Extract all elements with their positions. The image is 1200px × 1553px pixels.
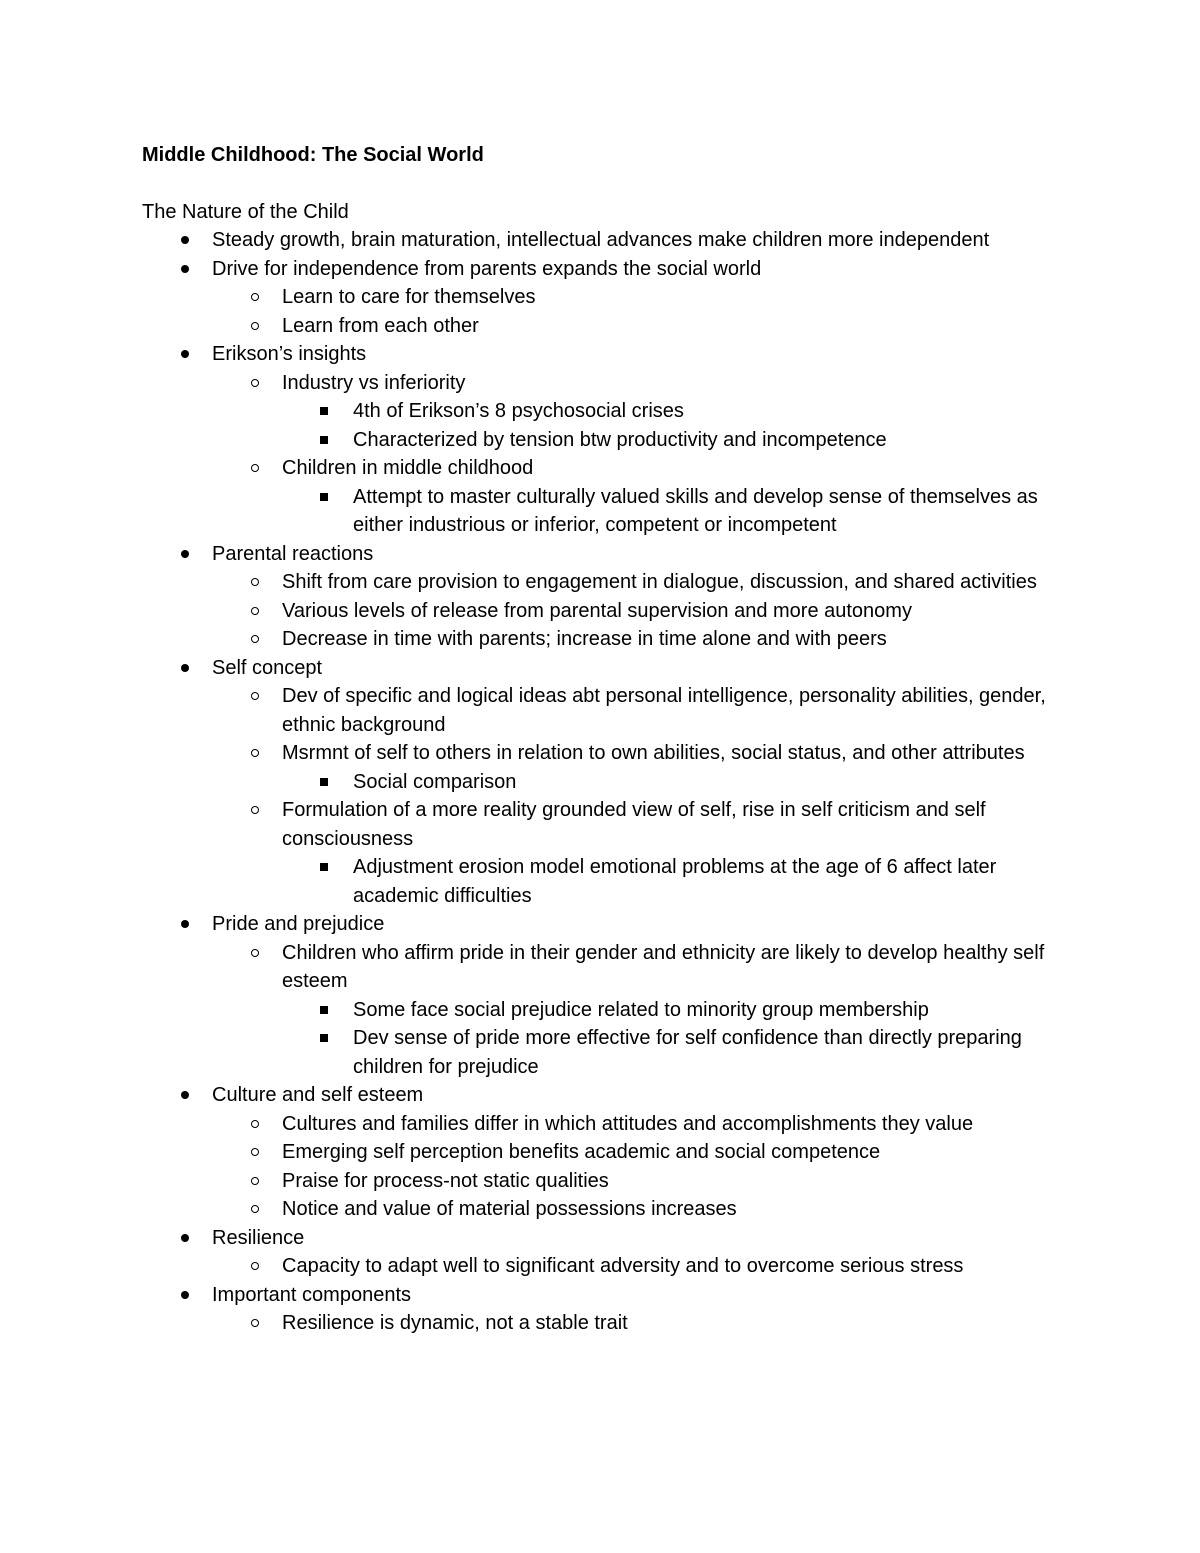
list-item-text: Formulation of a more reality grounded view of self, rise in self criticism and self consciousness: [282, 799, 986, 850]
filled-circle-bullet-icon: [181, 664, 189, 672]
list-item-text: Social comparison: [353, 770, 517, 793]
list-item-level-2: [282, 283, 1072, 312]
list-item-text: Various levels of release from parental supervision and more autonomy: [282, 599, 912, 622]
hollow-circle-bullet-icon: [251, 322, 259, 330]
list-item-text: Emerging self perception benefits academic and social competence: [282, 1141, 881, 1163]
list-item-text: Msrmnt of self to others in relation to own abilities, social status, and other attributes: [282, 742, 1025, 764]
list-item-level-3: [353, 426, 1073, 455]
section-heading: The Nature of the Child: [142, 201, 349, 223]
list-item-text: Decrease in time with parents; increase in time alone and with peers: [282, 628, 887, 650]
list-item-level-1: [212, 340, 1072, 369]
list-item-text: 4th of Erikson’s 8 psychosocial crises: [353, 400, 684, 422]
list-item-level-1: [212, 540, 1072, 569]
list-item-level-2: [282, 1167, 1072, 1196]
list-item-level-2: [282, 568, 1072, 597]
filled-square-bullet-icon: [320, 436, 328, 444]
hollow-circle-bullet-icon: [251, 379, 259, 387]
bullet-outline: [0, 226, 1200, 1338]
list-item-text: Drive for independence from parents expands the social world: [212, 257, 762, 280]
hollow-circle-bullet-icon: [251, 1120, 259, 1128]
filled-square-bullet-icon: [320, 1006, 328, 1014]
list-item-text: Steady growth, brain maturation, intellectual advances make children more independent: [212, 229, 990, 251]
filled-circle-bullet-icon: [181, 1091, 189, 1099]
list-item-level-3: [353, 483, 1073, 540]
filled-square-bullet-icon: [320, 493, 328, 501]
hollow-circle-bullet-icon: [251, 293, 259, 301]
filled-square-bullet-icon: [320, 1034, 328, 1042]
list-item-text: Capacity to adapt well to significant adversity and to overcome serious stress: [282, 1255, 964, 1277]
list-item-text: Industry vs inferiority: [282, 371, 466, 394]
list-item-level-3: [353, 1024, 1073, 1081]
list-item-level-1: [212, 654, 1072, 683]
hollow-circle-bullet-icon: [251, 749, 259, 757]
list-item-level-2: [282, 1110, 1072, 1139]
list-item-text: Praise for process-not static qualities: [282, 1169, 609, 1192]
filled-square-bullet-icon: [320, 407, 328, 415]
list-item-text: Dev of specific and logical ideas abt personal intelligence, personality abilities, gender, ethnic background: [282, 685, 1046, 736]
filled-square-bullet-icon: [320, 778, 328, 786]
list-item-level-1: [212, 1081, 1072, 1110]
list-item-level-2: [282, 1138, 1072, 1167]
filled-circle-bullet-icon: [181, 236, 189, 244]
list-item-text: Pride and prejudice: [212, 913, 385, 935]
list-item-level-2: [282, 739, 1072, 768]
list-item-text: Shift from care provision to engagement in dialogue, discussion, and shared activities: [282, 571, 1037, 593]
list-item-level-2: [282, 454, 1072, 483]
list-item-level-3: [353, 397, 1073, 426]
hollow-circle-bullet-icon: [251, 806, 259, 814]
filled-circle-bullet-icon: [181, 920, 189, 928]
list-item-level-2: [282, 625, 1072, 654]
hollow-circle-bullet-icon: [251, 578, 259, 586]
list-item-text: Learn from each other: [282, 314, 479, 337]
filled-circle-bullet-icon: [181, 1234, 189, 1242]
hollow-circle-bullet-icon: [251, 1177, 259, 1185]
list-item-level-2: [282, 796, 1072, 853]
list-item-level-2: [282, 939, 1072, 996]
list-item-level-2: [282, 1309, 1072, 1338]
list-item-text: Children in middle childhood: [282, 457, 534, 479]
filled-circle-bullet-icon: [181, 1291, 189, 1299]
list-item-text: Notice and value of material possessions increases: [282, 1198, 737, 1220]
list-item-text: Some face social prejudice related to minority group membership: [353, 998, 929, 1021]
filled-circle-bullet-icon: [181, 265, 189, 273]
list-item-text: Resilience: [212, 1226, 305, 1249]
list-item-level-1: [212, 226, 1072, 255]
list-item-text: Parental reactions: [212, 542, 374, 565]
list-item-text: Characterized by tension btw productivity and incompetence: [353, 428, 887, 451]
list-item-text: Dev sense of pride more effective for self confidence than directly preparing children for prejudice: [353, 1027, 1022, 1078]
hollow-circle-bullet-icon: [251, 1262, 259, 1270]
hollow-circle-bullet-icon: [251, 1205, 259, 1213]
list-item-text: Learn to care for themselves: [282, 286, 536, 308]
hollow-circle-bullet-icon: [251, 692, 259, 700]
filled-square-bullet-icon: [320, 863, 328, 871]
list-item-text: Important components: [212, 1283, 411, 1306]
list-item-text: Erikson’s insights: [212, 343, 367, 365]
list-item-level-1: [212, 1224, 1072, 1253]
list-item-level-1: [212, 1281, 1072, 1310]
hollow-circle-bullet-icon: [251, 949, 259, 957]
list-item-text: Self concept: [212, 656, 323, 679]
hollow-circle-bullet-icon: [251, 1148, 259, 1156]
list-item-text: Cultures and families differ in which attitudes and accomplishments they value: [282, 1112, 974, 1135]
hollow-circle-bullet-icon: [251, 1319, 259, 1327]
list-item-level-3: [353, 996, 1073, 1025]
list-item-level-1: [212, 255, 1072, 284]
hollow-circle-bullet-icon: [251, 635, 259, 643]
document-title: Middle Childhood: The Social World: [142, 144, 484, 166]
list-item-level-2: [282, 1195, 1072, 1224]
list-item-text: Culture and self esteem: [212, 1084, 424, 1106]
list-item-level-2: [282, 597, 1072, 626]
list-item-level-3: [353, 768, 1073, 797]
list-item-level-2: [282, 682, 1072, 739]
list-item-level-2: [282, 1252, 1072, 1281]
list-item-level-3: [353, 853, 1073, 910]
list-item-text: Resilience is dynamic, not a stable trait: [282, 1312, 628, 1334]
filled-circle-bullet-icon: [181, 550, 189, 558]
list-item-text: Attempt to master culturally valued skills and develop sense of themselves as either industrious or inferior, competent or incompetent: [353, 485, 1038, 536]
list-item-level-2: [282, 312, 1072, 341]
list-item-level-2: [282, 369, 1072, 398]
hollow-circle-bullet-icon: [251, 607, 259, 615]
list-item-level-1: [212, 910, 1072, 939]
list-item-text: Children who affirm pride in their gender and ethnicity are likely to develop healthy self esteem: [282, 941, 1045, 992]
hollow-circle-bullet-icon: [251, 464, 259, 472]
filled-circle-bullet-icon: [181, 350, 189, 358]
list-item-text: Adjustment erosion model emotional problems at the age of 6 affect later academic difficulties: [353, 856, 997, 907]
